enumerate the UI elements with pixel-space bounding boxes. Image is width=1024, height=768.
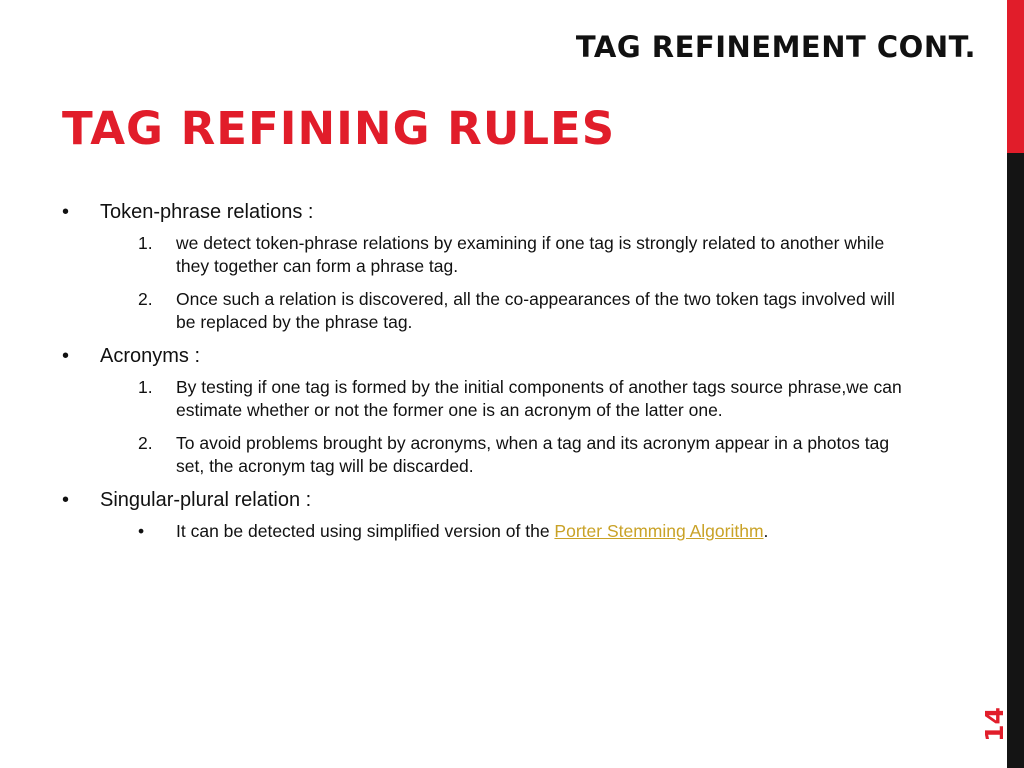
list-item-text: By testing if one tag is formed by the initial components of another tags source phrase,we can estimate whether or not the former one is an acronym of the latter one.: [176, 377, 902, 420]
porter-stemming-link[interactable]: Porter Stemming Algorithm: [554, 521, 764, 541]
list-marker: 1.: [138, 233, 153, 253]
list-item-text-after: .: [763, 521, 769, 541]
list-item: [138, 288, 902, 334]
bullet-singular-plural: [62, 488, 902, 512]
bullet-label: Token-phrase relations :: [100, 201, 314, 223]
slide-content: [62, 200, 902, 553]
accent-bar-dark: [1007, 153, 1024, 768]
slide-title: TAG REFINING RULES: [62, 102, 616, 155]
list-marker: •: [138, 521, 145, 541]
list-item: [138, 432, 902, 478]
list-item-text: we detect token-phrase relations by examining if one tag is strongly related to another while they together can form a phrase tag.: [176, 233, 885, 276]
list-item: [138, 232, 902, 278]
list-marker: 2.: [138, 433, 153, 453]
page-number: [979, 700, 1009, 748]
accent-bar-red: [1007, 0, 1024, 153]
page-header: TAG REFINEMENT CONT.: [575, 30, 976, 64]
list-marker: 2.: [138, 289, 153, 309]
bullet-token-phrase: [62, 200, 902, 224]
list-item: [138, 376, 902, 422]
bullet-acronyms: [62, 344, 902, 368]
sub-list-acronyms: [138, 376, 902, 478]
sub-list-token-phrase: [138, 232, 902, 334]
list-item-text-before: It can be detected using simplified version of the: [176, 521, 555, 541]
page-number-text: 14: [979, 706, 1009, 742]
bullet-marker: •: [62, 489, 70, 511]
list-item-text: Once such a relation is discovered, all the co-appearances of the two token tags involved will be replaced by the phrase tag.: [176, 289, 895, 332]
bullet-label: Singular-plural relation :: [100, 489, 312, 511]
list-item-text: [176, 520, 902, 543]
bullet-marker: •: [62, 345, 70, 367]
bullet-label: Acronyms :: [100, 345, 201, 367]
list-marker: 1.: [138, 377, 153, 397]
list-item: [138, 520, 902, 543]
sub-list-singular-plural: [138, 520, 902, 543]
bullet-marker: •: [62, 201, 70, 223]
list-item-text: To avoid problems brought by acronyms, when a tag and its acronym appear in a photos tag set, the acronym tag will be discarded.: [176, 433, 890, 476]
